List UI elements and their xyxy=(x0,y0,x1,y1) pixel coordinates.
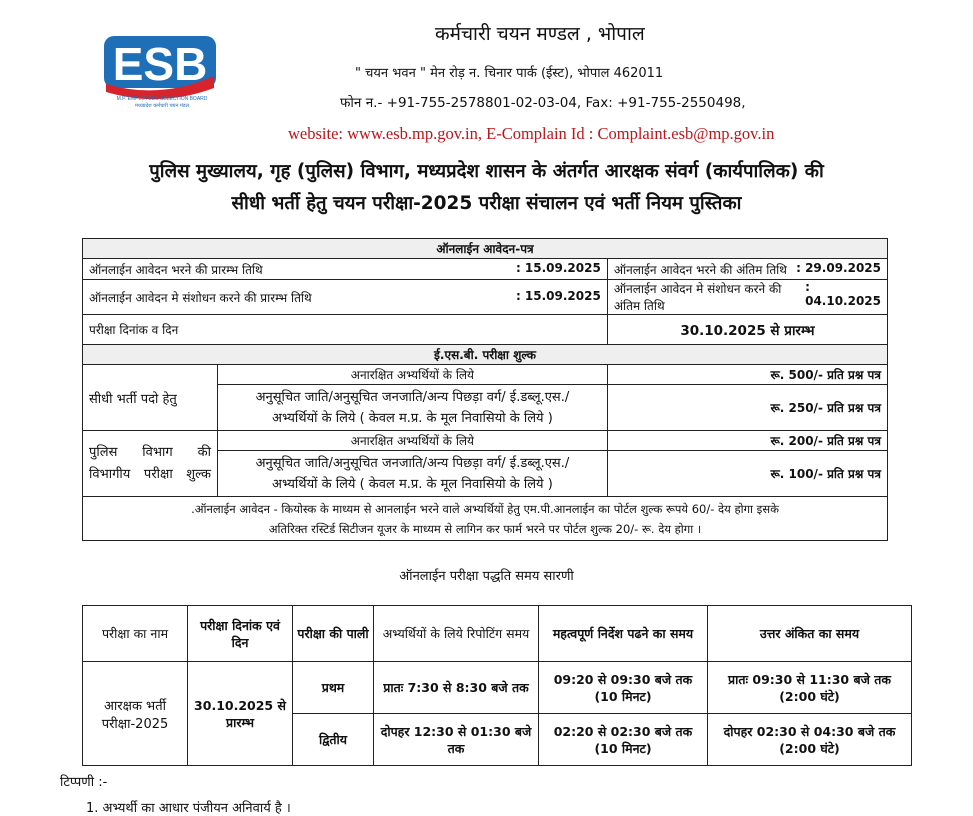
unreserved-label: अनारक्षित अभ्यर्थियों के लिये xyxy=(218,365,608,385)
fee-500: रू. 500/- प्रति प्रश्न पत्र xyxy=(607,365,887,385)
table-row xyxy=(83,315,888,345)
logo-subtitle-en: M.P. EMPLOYEES SELECTION BOARD xyxy=(116,96,208,102)
remarks-label: टिप्पणी :- xyxy=(60,775,108,790)
application-heading: ऑनलाईन आवेदन-पत्र xyxy=(83,239,888,259)
application-fee-table xyxy=(82,238,888,541)
exam-date-label: परीक्षा दिनांक व दिन xyxy=(83,315,608,345)
fee-250: रू. 250/- प्रति प्रश्न पत्र xyxy=(607,385,887,431)
edit-end-cell xyxy=(607,280,887,315)
shift-name: द्वितीय xyxy=(293,714,374,766)
start-date-label: ऑनलाईन आवेदन भरने की प्रारम्भ तिथि xyxy=(89,262,263,277)
reserved-label-dept: अनुसूचित जाति/अनुसूचित जनजाति/अन्य पिछड़ा वर्ग/ ई.डब्लू.एस./ अभ्यर्थियों के लिये ( केवल म.प्र. के मूल निवासियो के लिये ) xyxy=(218,451,608,497)
end-date-cell xyxy=(607,259,887,280)
col-answer: उत्तर अंकित का समय xyxy=(708,606,912,662)
col-instructions: महत्वपूर्ण निर्देश पढने का समय xyxy=(539,606,708,662)
org-phone: फोन न.- +91-755-2578801-02-03-04, Fax: +91-755-2550498, xyxy=(340,95,746,111)
col-exam-date: परीक्षा दिनांक एवं दिन xyxy=(188,606,293,662)
unreserved-label-dept: अनारक्षित अभ्यर्थियों के लिये xyxy=(218,431,608,451)
fee-heading: ई.एस.बी. परीक्षा शुल्क xyxy=(83,345,888,365)
answer-time: दोपहर 02:30 से 04:30 बजे तक (2:00 घंटे) xyxy=(708,714,912,766)
col-shift: परीक्षा की पाली xyxy=(293,606,374,662)
fee-200: रू. 200/- प्रति प्रश्न पत्र xyxy=(607,431,887,451)
table-row xyxy=(83,606,912,662)
fee-100: रू. 100/- प्रति प्रश्न पत्र xyxy=(607,451,887,497)
logo-letters: ESB xyxy=(112,38,208,90)
table-row xyxy=(83,662,912,714)
org-address: " चयन भवन " मेन रोड़ न. चिनार पार्क (ईस्ट), भोपाल 462011 xyxy=(355,66,664,81)
esb-logo xyxy=(100,30,226,110)
end-date-label: ऑनलाईन आवेदन भरने की अंतिम तिथि xyxy=(613,262,787,277)
departmental-fee-label: पुलिस विभाग की विभागीय परीक्षा शुल्क xyxy=(83,431,218,497)
exam-date-value: 30.10.2025 से प्रारम्भ xyxy=(607,315,887,345)
answer-time: प्रातः 09:30 से 11:30 बजे तक (2:00 घंटे) xyxy=(708,662,912,714)
logo-subtitle-hi: मध्यप्रदेश कर्मचारी चयन मंडल xyxy=(135,103,189,109)
col-exam-name: परीक्षा का नाम xyxy=(83,606,188,662)
table-row xyxy=(83,365,888,385)
direct-recruitment-label: सीधी भर्ती पदो हेतु xyxy=(83,365,218,431)
reporting-time: दोपहर 12:30 से 01:30 बजे तक xyxy=(374,714,539,766)
org-name: कर्मचारी चयन मण्डल , भोपाल xyxy=(435,23,645,45)
start-date-value: : 15.09.2025 xyxy=(515,260,601,275)
exam-date: 30.10.2025 से प्रारम्भ xyxy=(188,662,293,766)
remark-item-1: 1. अभ्यर्थी का आधार पंजीयन अनिवार्य है । xyxy=(86,801,291,816)
page-title-line2: सीधी भर्ती हेतु चयन परीक्षा-2025 परीक्षा संचालन एवं भर्ती नियम पुस्तिका xyxy=(231,193,742,214)
portal-fee-note: .ऑनलाईन आवेदन - कियोस्क के माध्यम से आनलाईन भरने वाले अभ्यर्थियों हेतु एम.पी.आनलाईन का पोर्टल शुल्क रूपये 60/- देय होगा इसके अतिरिक्त रस्टिर्ड सिटीजन यूजर के माध्यम से लागिन कर फार्म भरने पर पोर्टल शुल्क 20/- रू. देय होगा । xyxy=(83,497,888,541)
instruction-time: 02:20 से 02:30 बजे तक (10 मिनट) xyxy=(539,714,708,766)
col-reporting: अभ्यर्थियों के लिये रिपोटिंग समय xyxy=(374,606,539,662)
schedule-table xyxy=(82,605,912,766)
edit-end-label: ऑनलाईन आवेदन मे संशोधन करने की अंतिम तिथि xyxy=(613,282,782,313)
exam-name: आरक्षक भर्ती परीक्षा-2025 xyxy=(83,662,188,766)
start-date-cell xyxy=(83,259,608,280)
table-row xyxy=(83,280,888,315)
edit-start-cell xyxy=(83,280,608,315)
reserved-label: अनुसूचित जाति/अनुसूचित जनजाति/अन्य पिछड़ा वर्ग/ ई.डब्लू.एस./ अभ्यर्थियों के लिये ( केवल म.प्र. के मूल निवासियो के लिये ) xyxy=(218,385,608,431)
shift-name: प्रथम xyxy=(293,662,374,714)
reporting-time: प्रातः 7:30 से 8:30 बजे तक xyxy=(374,662,539,714)
page-title-line1: पुलिस मुख्यालय, गृह (पुलिस) विभाग, मध्यप्रदेश शासन के अंतर्गत आरक्षक संवर्ग (कार्यपालिक) की xyxy=(149,161,824,182)
end-date-value: : 29.09.2025 xyxy=(796,260,881,275)
edit-start-value: : 15.09.2025 xyxy=(515,288,601,303)
table-row xyxy=(83,259,888,280)
org-website[interactable]: website: www.esb.mp.gov.in, E-Complain Id : Complaint.esb@mp.gov.in xyxy=(288,124,775,143)
esb-logo-icon xyxy=(100,30,226,110)
table-row xyxy=(83,431,888,451)
instruction-time: 09:20 से 09:30 बजे तक (10 मिनट) xyxy=(539,662,708,714)
edit-end-value: : 04.10.2025 xyxy=(805,280,882,308)
edit-start-label: ऑनलाईन आवेदन मे संशोधन करने की प्रारम्भ तिथि xyxy=(89,290,312,305)
schedule-title: ऑनलाईन परीक्षा पद्धति समय सारणी xyxy=(399,569,574,584)
